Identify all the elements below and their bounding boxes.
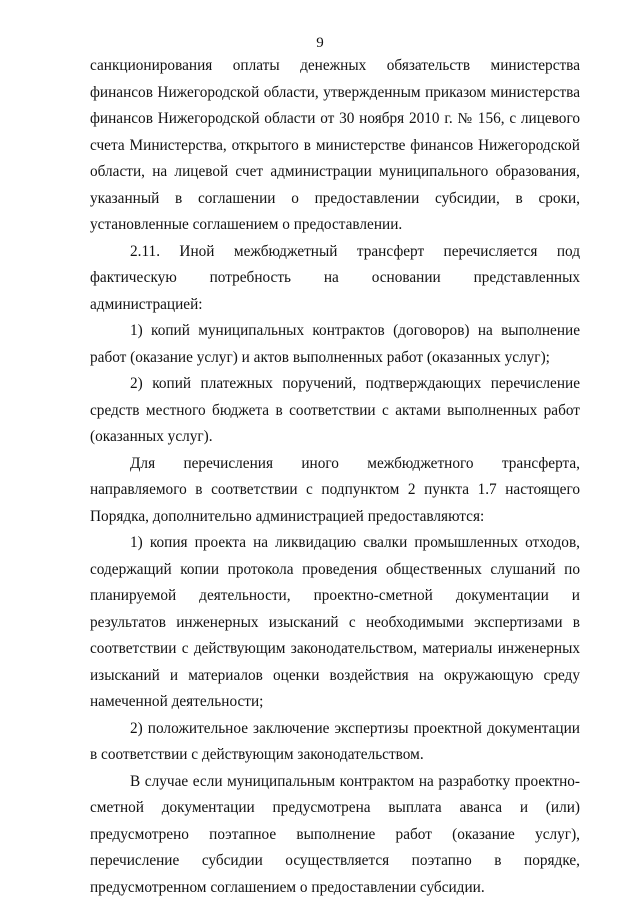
- list-item-expert-conclusion: 2) положительное заключение экспертизы проектной документации в соответствии с действующим законодательством.: [90, 719, 580, 763]
- list-item-project-copy: 1) копия проекта на ликвидацию свалки промышленных отходов, содержащий копии протокола проведения общественных слушаний по планируемой деятельности, проектно-сметной документации и результатов инженерных изысканий с необходимыми экспертизами в соответствии с действующим законодательством, материалы инженерных изысканий и материалов оценки воздействия на окружающую среду намеченной деятельности;: [90, 534, 580, 710]
- page-number: 9: [316, 35, 324, 51]
- list-item-contracts: 1) копий муниципальных контрактов (договоров) на выполнение работ (оказание услуг) и актов выполненных работ (оказанных услуг);: [90, 322, 580, 366]
- document-body: [90, 53, 580, 901]
- paragraph-continuation: санкционирования оплаты денежных обязательств министерства финансов Нижегородской области, утвержденным приказом министерства финансов Нижегородской области от 30 ноября 2010 г. № 156, с лицевого счета Министерства, открытого в министерстве финансов Нижегородской области, на лицевой счет администрации муниципального образования, указанный в соглашении о предоставлении субсидии, в сроки, установленные соглашением о предоставлении.: [90, 57, 580, 233]
- paragraph-advance-payment: В случае если муниципальным контрактом на разработку проектно-сметной документации предусмотрена выплата аванса и (или) предусмотрено поэтапное выполнение работ (оказание услуг), перечисление субсидии осуществляется поэтапно в порядке, предусмотренном соглашением о предоставлении субсидии.: [90, 772, 580, 896]
- list-item-payment-orders: 2) копий платежных поручений, подтверждающих перечисление средств местного бюджета в соответствии с актами выполненных работ (оказанных услуг).: [90, 375, 580, 445]
- paragraph-2-11: 2.11. Иной межбюджетный трансферт перечисляется под фактическую потребность на основании представленных администрацией:: [90, 242, 580, 313]
- paragraph-additional-documents: Для перечисления иного межбюджетного трансферта, направляемого в соответствии с подпунктом 2 пункта 1.7 настоящего Порядка, дополнительно администрацией предоставляются:: [90, 454, 580, 525]
